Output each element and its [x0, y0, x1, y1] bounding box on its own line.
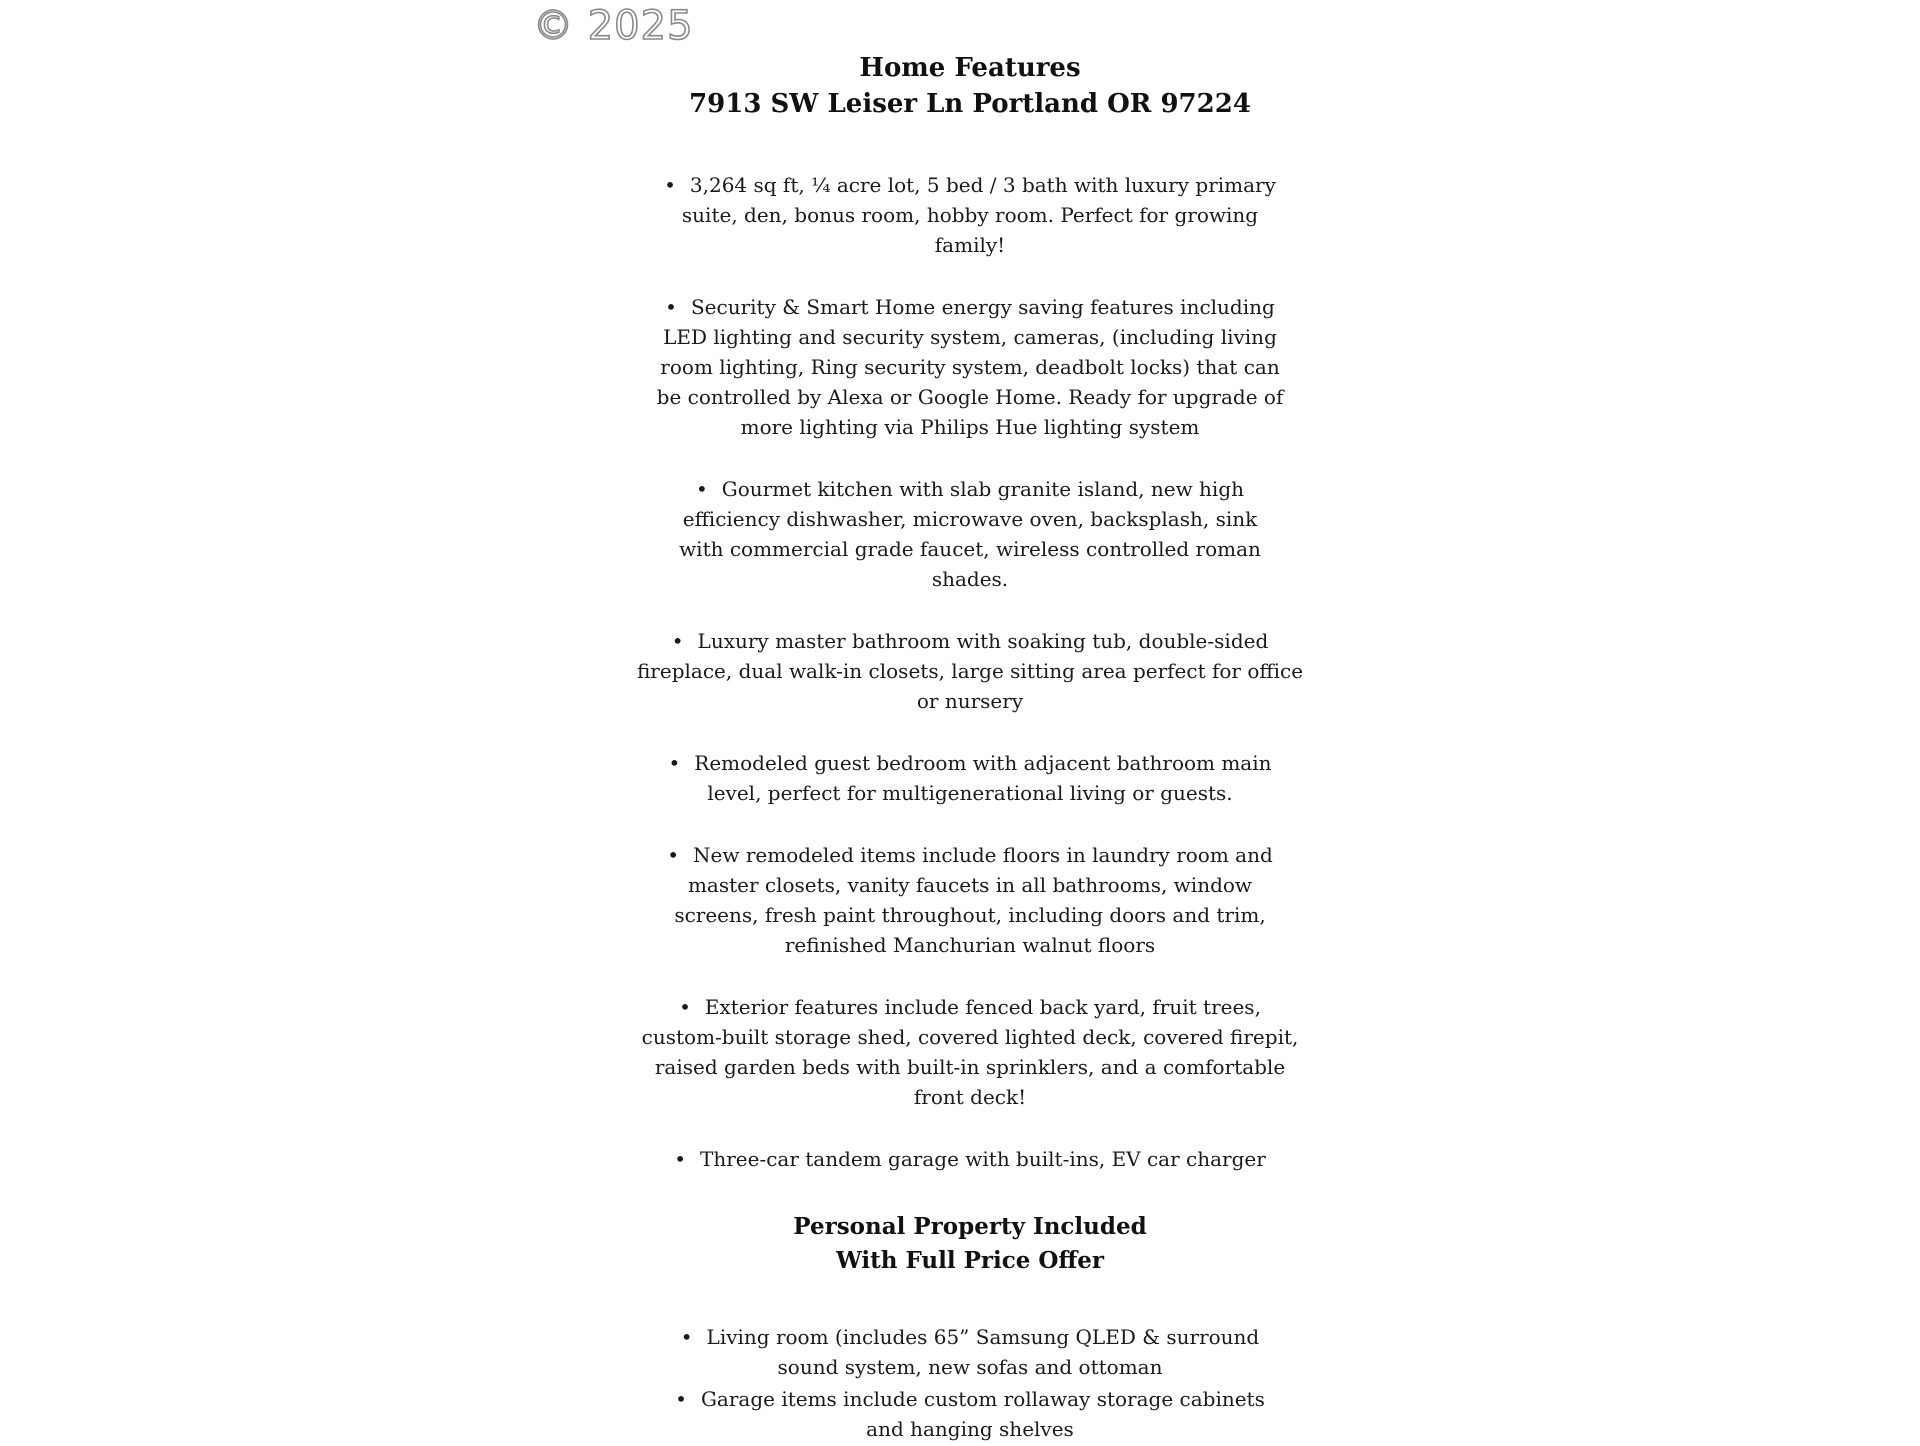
title-line-address: 7913 SW Leiser Ln Portland OR 97224	[689, 89, 1251, 119]
list-item-text: Living room (includes 65” Samsung QLED & surround sound system, new sofas and ottoman	[706, 1325, 1260, 1379]
document-title	[620, 50, 1320, 122]
subheading-line-2: With Full Price Offer	[835, 1247, 1105, 1274]
list-item-text: Luxury master bathroom with soaking tub, double-sided fireplace, dual walk-in closets, large sitting area perfect for office or nursery	[636, 629, 1304, 713]
list-item-text: Remodeled guest bedroom with adjacent bathroom main level, perfect for multigenerational living or guests.	[694, 751, 1272, 805]
list-item-text: Exterior features include fenced back yard, fruit trees, custom-built storage shed, covered lighted deck, covered firepit, raised garden beds with built-in sprinklers, and a comfortable front deck!	[641, 995, 1299, 1109]
bullet-icon: •	[679, 995, 691, 1019]
bullet-icon: •	[674, 1147, 686, 1171]
bullet-icon: •	[695, 477, 708, 501]
subheading-line-1: Personal Property Included	[793, 1213, 1147, 1240]
bullet-icon: •	[668, 751, 681, 775]
bullet-icon: •	[671, 629, 684, 653]
copyright-watermark: © 2025	[533, 3, 694, 49]
list-item	[640, 992, 1300, 1112]
bullet-icon: •	[667, 843, 680, 867]
list-item	[650, 840, 1290, 960]
personal-property-list	[620, 1322, 1320, 1444]
bullet-icon: •	[665, 295, 677, 319]
bullet-icon: •	[675, 1387, 687, 1411]
list-item	[660, 1322, 1280, 1382]
list-item	[660, 1144, 1280, 1174]
personal-property-heading	[620, 1210, 1320, 1278]
list-item-text: Security & Smart Home energy saving features including LED lighting and security system, cameras, (including living room lighting, Ring security system, deadbolt locks) that can be controlled by Alexa or Google Home. Ready for upgrade of more lighting via Philips Hue lighting system	[656, 295, 1284, 439]
list-item-text: Garage items include custom rollaway storage cabinets and hanging shelves	[700, 1387, 1265, 1441]
list-item	[650, 748, 1290, 808]
list-item-text: 3,264 sq ft, ¼ acre lot, 5 bed / 3 bath with luxury primary suite, den, bonus room, hobby room. Perfect for growing family!	[681, 173, 1276, 257]
list-item	[630, 626, 1310, 716]
list-item-text: Gourmet kitchen with slab granite island, new high efficiency dishwasher, microwave oven, backsplash, sink with commercial grade faucet, wireless controlled roman shades.	[679, 477, 1261, 591]
list-item-text: Three-car tandem garage with built-ins, EV car charger	[700, 1147, 1266, 1171]
list-item-text: New remodeled items include floors in laundry room and master closets, vanity faucets in all bathrooms, window screens, fresh paint throughout, including doors and trim, refinished Manchurian walnut floors	[674, 843, 1273, 957]
list-item	[645, 170, 1295, 260]
home-features-list	[620, 170, 1320, 1174]
bullet-icon: •	[664, 173, 676, 197]
list-item	[660, 474, 1280, 594]
list-item	[650, 292, 1290, 442]
title-line-home-features: Home Features	[859, 53, 1081, 83]
list-item	[670, 1384, 1270, 1444]
bullet-icon: •	[680, 1325, 693, 1349]
document-page	[620, 50, 1320, 1446]
